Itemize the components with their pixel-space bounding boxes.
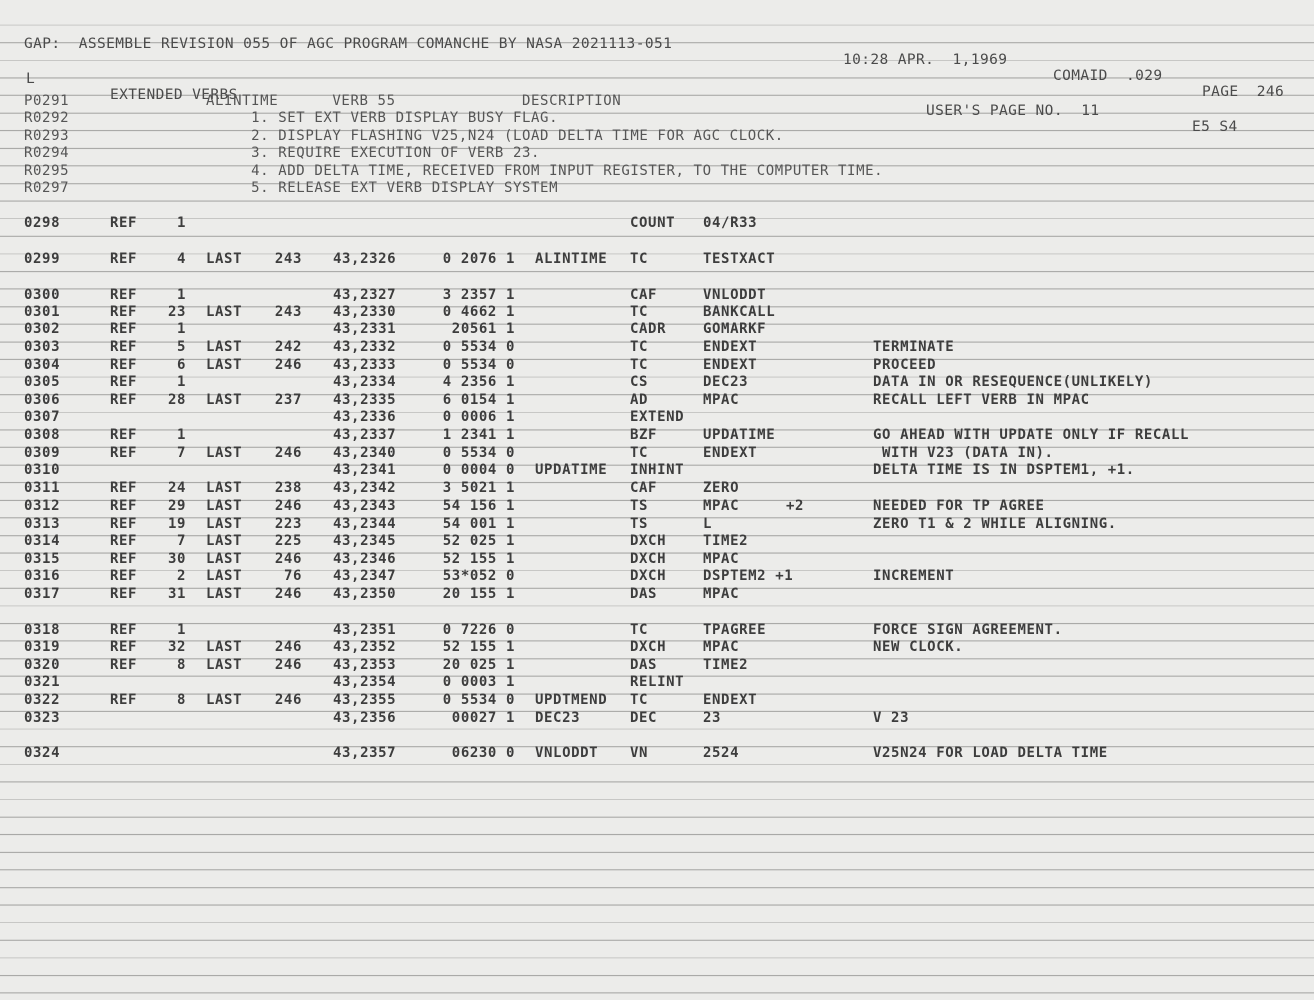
code-line (0, 287, 1314, 304)
last-keyword: LAST (206, 392, 243, 408)
opcode: CAF (630, 480, 658, 496)
line-number: 0305 (24, 374, 61, 390)
ref-keyword: REF (110, 427, 138, 443)
line-number: 0302 (24, 321, 61, 337)
memory-address: 43,2335 (333, 392, 397, 408)
ref-count: 1 (176, 622, 186, 638)
operand: TIME2 (703, 533, 749, 549)
operand: ZERO (703, 480, 740, 496)
ref-keyword: REF (110, 445, 138, 461)
comment: ZERO T1 & 2 WHILE ALIGNING. (873, 516, 1117, 532)
comment: NEEDED FOR TP AGREE (873, 498, 1045, 514)
code-line (0, 622, 1314, 639)
memory-address: 43,2340 (333, 445, 397, 461)
opcode: TC (630, 339, 649, 355)
operand: MPAC (703, 551, 740, 567)
memory-address: 43,2332 (333, 339, 397, 355)
ref-count: 2 (176, 568, 186, 584)
code-line (0, 533, 1314, 550)
ref-count: 7 (176, 533, 186, 549)
last-keyword: LAST (206, 586, 243, 602)
description-text: ALINTIME VERB 55 DESCRIPTION (206, 93, 622, 109)
comment: V25N24 FOR LOAD DELTA TIME (873, 745, 1108, 761)
ref-count: 31 (167, 586, 186, 602)
octal-word: 52 155 1 (442, 551, 515, 567)
last-keyword: LAST (206, 480, 243, 496)
ref-count: 19 (167, 516, 186, 532)
octal-word: 0 0004 0 (442, 462, 515, 478)
opcode: BZF (630, 427, 658, 443)
line-number: 0319 (24, 639, 61, 655)
ref-keyword: REF (110, 533, 138, 549)
last-keyword: LAST (206, 339, 243, 355)
last-page: 225 (274, 533, 302, 549)
description-text: 5. RELEASE EXT VERB DISPLAY SYSTEM (206, 180, 559, 196)
last-page: 243 (274, 304, 302, 320)
operand: 04/R33 (703, 215, 758, 231)
line-number: 0321 (24, 674, 61, 690)
memory-address: 43,2351 (333, 622, 397, 638)
last-keyword: LAST (206, 357, 243, 373)
opcode: DAS (630, 657, 658, 673)
opcode: VN (630, 745, 649, 761)
octal-word: 00027 1 (451, 710, 515, 726)
ref-count: 23 (167, 304, 186, 320)
ref-keyword: REF (110, 357, 138, 373)
operand: MPAC (703, 498, 740, 514)
line-number: 0299 (24, 251, 61, 267)
opcode: AD (630, 392, 649, 408)
memory-address: 43,2357 (333, 745, 397, 761)
last-page: 242 (274, 339, 302, 355)
ref-keyword: REF (110, 657, 138, 673)
opcode: DXCH (630, 533, 667, 549)
operand: L (703, 516, 713, 532)
ref-count: 5 (176, 339, 186, 355)
last-keyword: LAST (206, 657, 243, 673)
octal-word: 20 155 1 (442, 586, 515, 602)
page-number: PAGE 246 (1202, 84, 1285, 100)
line-number: 0310 (24, 462, 61, 478)
last-page: 246 (274, 586, 302, 602)
opcode: DEC (630, 710, 658, 726)
opcode: DAS (630, 586, 658, 602)
last-page: 246 (274, 498, 302, 514)
last-page: 238 (274, 480, 302, 496)
octal-word: 52 025 1 (442, 533, 515, 549)
line-number: R0295 (24, 163, 70, 179)
last-keyword: LAST (206, 692, 243, 708)
line-number: 0306 (24, 392, 61, 408)
description-line (0, 180, 1314, 197)
comment: V 23 (873, 710, 910, 726)
code-line (0, 215, 1314, 232)
memory-address: 43,2353 (333, 657, 397, 673)
symbol-label: ALINTIME (535, 251, 608, 267)
ref-keyword: REF (110, 251, 138, 267)
opcode: TS (630, 498, 649, 514)
ref-keyword: REF (110, 480, 138, 496)
ref-keyword: REF (110, 516, 138, 532)
octal-word: 20561 1 (451, 321, 515, 337)
line-number: R0292 (24, 110, 70, 126)
memory-address: 43,2356 (333, 710, 397, 726)
ref-keyword: REF (110, 639, 138, 655)
ref-count: 30 (167, 551, 186, 567)
line-number: 0316 (24, 568, 61, 584)
opcode: RELINT (630, 674, 685, 690)
ref-count: 6 (176, 357, 186, 373)
memory-address: 43,2344 (333, 516, 397, 532)
section-code: E5 S4 (1192, 119, 1238, 135)
last-page: 246 (274, 639, 302, 655)
last-page: 243 (274, 251, 302, 267)
code-line (0, 339, 1314, 356)
line-number: 0309 (24, 445, 61, 461)
line-number: 0312 (24, 498, 61, 514)
line-number: 0315 (24, 551, 61, 567)
octal-word: 0 0003 1 (442, 674, 515, 690)
line-number: 0313 (24, 516, 61, 532)
code-line (0, 251, 1314, 268)
octal-word: 3 5021 1 (442, 480, 515, 496)
opcode: DXCH (630, 639, 667, 655)
operand: MPAC (703, 639, 740, 655)
ref-count: 24 (167, 480, 186, 496)
opcode: INHINT (630, 462, 685, 478)
last-page: 246 (274, 357, 302, 373)
ref-count: 1 (176, 287, 186, 303)
comment: GO AHEAD WITH UPDATE ONLY IF RECALL (873, 427, 1190, 443)
code-line (0, 498, 1314, 515)
last-keyword: LAST (206, 551, 243, 567)
memory-address: 43,2327 (333, 287, 397, 303)
opcode: TC (630, 357, 649, 373)
octal-word: 54 156 1 (442, 498, 515, 514)
operand-modifier: +2 (786, 498, 805, 514)
last-page: 246 (274, 692, 302, 708)
line-number: 0304 (24, 357, 61, 373)
code-line (0, 445, 1314, 462)
code-line (0, 692, 1314, 709)
ref-keyword: REF (110, 339, 138, 355)
operand: 23 (703, 710, 722, 726)
ref-keyword: REF (110, 498, 138, 514)
comment: FORCE SIGN AGREEMENT. (873, 622, 1063, 638)
code-line (0, 427, 1314, 444)
memory-address: 43,2336 (333, 409, 397, 425)
octal-word: 0 5534 0 (442, 357, 515, 373)
opcode: TC (630, 251, 649, 267)
ref-count: 7 (176, 445, 186, 461)
ref-count: 4 (176, 251, 186, 267)
comment: DATA IN OR RESEQUENCE(UNLIKELY) (873, 374, 1153, 390)
operand: DSPTEM2 +1 (703, 568, 794, 584)
memory-address: 43,2341 (333, 462, 397, 478)
last-page: 246 (274, 551, 302, 567)
line-number: 0314 (24, 533, 61, 549)
octal-word: 54 001 1 (442, 516, 515, 532)
code-line (0, 516, 1314, 533)
code-line (0, 551, 1314, 568)
operand: GOMARKF (703, 321, 767, 337)
octal-word: 0 5534 0 (442, 692, 515, 708)
memory-address: 43,2354 (333, 674, 397, 690)
ref-keyword: REF (110, 321, 138, 337)
octal-word: 0 5534 0 (442, 339, 515, 355)
comment: PROCEED (873, 357, 937, 373)
users-page-number: USER'S PAGE NO. 11 (926, 103, 1100, 119)
octal-word: 06230 0 (451, 745, 515, 761)
octal-word: 6 0154 1 (442, 392, 515, 408)
print-timestamp: 10:28 APR. 1,1969 (843, 52, 1008, 68)
code-line (0, 392, 1314, 409)
description-text: 1. SET EXT VERB DISPLAY BUSY FLAG. (206, 110, 559, 126)
comment: NEW CLOCK. (873, 639, 964, 655)
comment: INCREMENT (873, 568, 955, 584)
comment: RECALL LEFT VERB IN MPAC (873, 392, 1090, 408)
code-line (0, 374, 1314, 391)
ref-keyword: REF (110, 551, 138, 567)
line-number: 0317 (24, 586, 61, 602)
line-number: R0297 (24, 180, 70, 196)
ref-count: 32 (167, 639, 186, 655)
description-line (0, 93, 1314, 110)
line-number: 0323 (24, 710, 61, 726)
ref-count: 1 (176, 427, 186, 443)
line-number: 0298 (24, 215, 61, 231)
code-line (0, 710, 1314, 727)
opcode: TC (630, 304, 649, 320)
opcode: COUNT (630, 215, 676, 231)
operand: MPAC (703, 586, 740, 602)
last-keyword: LAST (206, 304, 243, 320)
last-page: 246 (274, 657, 302, 673)
line-number: P0291 (24, 93, 70, 109)
comaid-label: COMAID .029 (1053, 68, 1163, 84)
memory-address: 43,2326 (333, 251, 397, 267)
description-text: 2. DISPLAY FLASHING V25,N24 (LOAD DELTA TIME FOR AGC CLOCK. (206, 128, 784, 144)
ref-keyword: REF (110, 215, 138, 231)
memory-address: 43,2337 (333, 427, 397, 443)
line-number: 0301 (24, 304, 61, 320)
ref-keyword: REF (110, 692, 138, 708)
last-page: 223 (274, 516, 302, 532)
memory-address: 43,2342 (333, 480, 397, 496)
code-line (0, 568, 1314, 585)
octal-word: 3 2357 1 (442, 287, 515, 303)
memory-address: 43,2330 (333, 304, 397, 320)
operand: MPAC (703, 392, 740, 408)
code-line (0, 586, 1314, 603)
last-keyword: LAST (206, 516, 243, 532)
ref-keyword: REF (110, 568, 138, 584)
symbol-label: DEC23 (535, 710, 581, 726)
code-line (0, 409, 1314, 426)
operand: ENDEXT (703, 339, 758, 355)
line-number: 0322 (24, 692, 61, 708)
octal-word: 4 2356 1 (442, 374, 515, 390)
comment: DELTA TIME IS IN DSPTEM1, +1. (873, 462, 1135, 478)
symbol-label: VNLODDT (535, 745, 599, 761)
code-line (0, 657, 1314, 674)
line-number: 0300 (24, 287, 61, 303)
operand: VNLODDT (703, 287, 767, 303)
last-keyword: LAST (206, 639, 243, 655)
line-number: 0308 (24, 427, 61, 443)
description-text: 4. ADD DELTA TIME, RECEIVED FROM INPUT REGISTER, TO THE COMPUTER TIME. (206, 163, 884, 179)
operand: TIME2 (703, 657, 749, 673)
code-line (0, 480, 1314, 497)
operand: UPDATIME (703, 427, 776, 443)
last-keyword: LAST (206, 568, 243, 584)
octal-word: 1 2341 1 (442, 427, 515, 443)
octal-word: 20 025 1 (442, 657, 515, 673)
opcode: EXTEND (630, 409, 685, 425)
opcode: TC (630, 692, 649, 708)
last-page: 237 (274, 392, 302, 408)
memory-address: 43,2355 (333, 692, 397, 708)
octal-word: 52 155 1 (442, 639, 515, 655)
opcode: CAF (630, 287, 658, 303)
last-page: 246 (274, 445, 302, 461)
line-number: R0294 (24, 145, 70, 161)
opcode: CS (630, 374, 649, 390)
opcode: TC (630, 445, 649, 461)
ref-count: 1 (176, 374, 186, 390)
ref-keyword: REF (110, 374, 138, 390)
octal-word: 0 5534 0 (442, 445, 515, 461)
memory-address: 43,2331 (333, 321, 397, 337)
octal-word: 0 0006 1 (442, 409, 515, 425)
opcode: DXCH (630, 568, 667, 584)
ref-count: 29 (167, 498, 186, 514)
description-line (0, 128, 1314, 145)
section-title: EXTENDED VERBS (110, 87, 238, 103)
operand: ENDEXT (703, 357, 758, 373)
line-number: 0303 (24, 339, 61, 355)
code-line (0, 304, 1314, 321)
assembly-title: GAP: ASSEMBLE REVISION 055 OF AGC PROGRAM COMANCHE BY NASA 2021113-051 (24, 36, 673, 52)
memory-address: 43,2352 (333, 639, 397, 655)
last-keyword: LAST (206, 533, 243, 549)
memory-address: 43,2350 (333, 586, 397, 602)
operand: ENDEXT (703, 692, 758, 708)
line-number: R0293 (24, 128, 70, 144)
opcode: CADR (630, 321, 667, 337)
memory-address: 43,2345 (333, 533, 397, 549)
operand: 2524 (703, 745, 740, 761)
symbol-label: UPDTMEND (535, 692, 608, 708)
operand: TESTXACT (703, 251, 776, 267)
octal-word: 0 2076 1 (442, 251, 515, 267)
octal-word: 53*052 0 (442, 568, 515, 584)
code-line (0, 462, 1314, 479)
section-letter: L (26, 71, 36, 87)
symbol-label: UPDATIME (535, 462, 608, 478)
code-line (0, 357, 1314, 374)
code-line (0, 639, 1314, 656)
comment: TERMINATE (873, 339, 955, 355)
ref-count: 8 (176, 692, 186, 708)
last-keyword: LAST (206, 445, 243, 461)
memory-address: 43,2347 (333, 568, 397, 584)
code-line (0, 321, 1314, 338)
memory-address: 43,2343 (333, 498, 397, 514)
operand: DEC23 (703, 374, 749, 390)
ref-keyword: REF (110, 622, 138, 638)
opcode: DXCH (630, 551, 667, 567)
ref-count: 8 (176, 657, 186, 673)
ref-keyword: REF (110, 392, 138, 408)
memory-address: 43,2346 (333, 551, 397, 567)
code-line (0, 745, 1314, 762)
memory-address: 43,2333 (333, 357, 397, 373)
description-line (0, 163, 1314, 180)
last-page: 76 (283, 568, 302, 584)
line-number: 0320 (24, 657, 61, 673)
description-line (0, 145, 1314, 162)
opcode: TS (630, 516, 649, 532)
operand: BANKCALL (703, 304, 776, 320)
octal-word: 0 7226 0 (442, 622, 515, 638)
code-line (0, 674, 1314, 691)
ref-count: 1 (176, 321, 186, 337)
opcode: TC (630, 622, 649, 638)
description-text: 3. REQUIRE EXECUTION OF VERB 23. (206, 145, 541, 161)
octal-word: 0 4662 1 (442, 304, 515, 320)
operand: ENDEXT (703, 445, 758, 461)
line-number: 0324 (24, 745, 61, 761)
ref-keyword: REF (110, 304, 138, 320)
line-number: 0318 (24, 622, 61, 638)
comment: WITH V23 (DATA IN). (873, 445, 1054, 461)
ref-keyword: REF (110, 287, 138, 303)
ref-count: 28 (167, 392, 186, 408)
memory-address: 43,2334 (333, 374, 397, 390)
line-number: 0307 (24, 409, 61, 425)
last-keyword: LAST (206, 498, 243, 514)
operand: TPAGREE (703, 622, 767, 638)
description-line (0, 110, 1314, 127)
ref-keyword: REF (110, 586, 138, 602)
line-number: 0311 (24, 480, 61, 496)
last-keyword: LAST (206, 251, 243, 267)
ref-count: 1 (176, 215, 186, 231)
